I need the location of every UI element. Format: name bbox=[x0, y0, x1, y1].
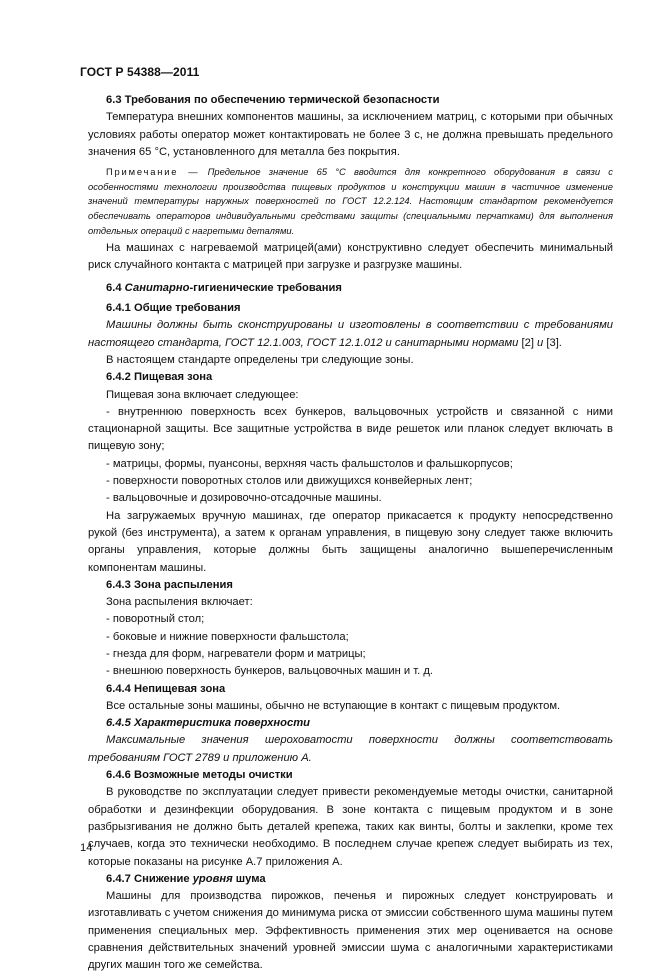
section-6-4-2-title: 6.4.2 Пищевая зона bbox=[106, 371, 213, 384]
section-6-4-1-paragraph-2: В настоящем стандарте определены три следующие зоны. bbox=[106, 353, 414, 366]
list-item: - матрицы, формы, пуансоны, верхняя часть фальшстолов и фальшкорпусов; bbox=[106, 457, 513, 470]
paragraph-part-a: Машины должны быть сконструированы и изготовлены в соответствии с требованиями настоящего стандарта, ГОСТ 12.1.003, ГОСТ 12.1.012 и санитарными нормами bbox=[88, 319, 613, 349]
section-6-3-note bbox=[88, 165, 613, 238]
section-6-4-7-title-a: 6.4.7 Снижение bbox=[106, 872, 193, 885]
section-6-4-7-title-b: шума bbox=[232, 872, 266, 885]
section-6-4-3-title: 6.4.3 Зона распыления bbox=[106, 578, 233, 591]
document-header: ГОСТ Р 54388—2011 bbox=[80, 65, 200, 79]
section-6-4-1-paragraph-1 bbox=[88, 317, 613, 352]
list-item: - внутреннюю поверхность всех бункеров, вальцовочных устройств и связанной с ними стационарной защиты. Все защитные устройства в виде решеток или планок следует включать в пищевую зону; bbox=[88, 405, 613, 453]
section-6-4-number: 6.4 bbox=[106, 281, 125, 294]
list-item: - поверхности поворотных столов или движущихся конвейерных лент; bbox=[106, 475, 473, 488]
section-6-4-7-paragraph: Машины для производства пирожков, печенья и пирожных следует конструировать и изготавливать с учетом снижения до минимума риска от эмиссии собственного шума машины путем применения специальных мер. Эффективность применения этих мер оценивается на основе сравнения действительных значений уровней эмиссии шума с аналогичными характеристиками других машин того же семейства. bbox=[88, 890, 613, 972]
section-6-4-2-intro: Пищевая зона включает следующее: bbox=[106, 388, 299, 401]
paragraph-part-b: [2] bbox=[518, 336, 538, 349]
list-item: - поворотный стол; bbox=[106, 613, 205, 626]
section-6-3-paragraph-2: На машинах с нагреваемой матрицей(ами) конструктивно следует обеспечить минимальный риск случайного контакта с матрицей при загрузке и разгрузке машины. bbox=[88, 242, 613, 272]
page-number: 14 bbox=[80, 842, 93, 854]
section-6-4-title-italic: Санитарно bbox=[124, 281, 190, 294]
section-6-4-7-title-italic: уровня bbox=[192, 872, 233, 885]
section-6-4-2-paragraph: На загружаемых вручную машинах, где оператор прикасается к продукту непосредственно рукой (без инструмента), а затем к органам управления, в пищевую зону следует также включить органы управления, которые должны быть защищены аналогично вышеперечисленным компонентам машины. bbox=[88, 509, 613, 574]
page-content bbox=[88, 92, 613, 975]
section-6-4-4-paragraph: Все остальные зоны машины, обычно не вступающие в контакт с пищевым продуктом. bbox=[106, 699, 561, 712]
list-item: - вальцовочные и дозировочно-отсадочные машины. bbox=[106, 492, 382, 505]
section-6-4-5-title bbox=[88, 715, 613, 732]
section-6-4-5-paragraph: Максимальные значения шероховатости поверхности должны соответствовать требованиям ГОСТ 2789 и приложению А. bbox=[88, 734, 613, 764]
paragraph-part-d: [3]. bbox=[543, 336, 562, 349]
section-6-4-6-title: 6.4.6 Возможные методы очистки bbox=[106, 769, 293, 782]
list-item: - гнезда для форм, нагреватели форм и матрицы; bbox=[106, 647, 366, 660]
note-label: Примечание — bbox=[106, 166, 200, 178]
section-6-4-1-title: 6.4.1 Общие требования bbox=[106, 302, 241, 315]
section-6-4-5-title-text: 6.4.5 Характеристика поверхности bbox=[106, 717, 310, 730]
list-item: - внешнюю поверхность бункеров, вальцовочных машин и т. д. bbox=[106, 665, 434, 678]
section-6-4-4-title: 6.4.4 Непищевая зона bbox=[106, 682, 226, 695]
section-6-4-7-title bbox=[88, 871, 613, 888]
note-text: Предельное значение 65 °С вводится для конкретного оборудования в связи с особенностями технологии производства пищевых продуктов и конструкции машин в частичное изменение значений температуры наружных поверхностей по ГОСТ 12.2.124. Настоящим стандартом рекомендуется обеспечивать операторов индивидуальными средствами защиты (специальными перчатками) для выполнения отдельных операций с нагретыми деталями. bbox=[88, 166, 613, 236]
section-6-4-6-paragraph: В руководстве по эксплуатации следует привести рекомендуемые методы очистки, санитарной обработки и дезинфекции оборудования. В зоне контакта с пищевым продуктом и в зоне разбрызгивания не должно быть деталей крепежа, таких как винты, болты и заклепки, кроме тех случаев, когда это технически необходимо. В последнем случае крепеж следует выбирать из тех, которые показаны на рисунке А.7 приложения А. bbox=[88, 786, 613, 868]
section-6-4-title-rest: -гигиенические требования bbox=[189, 281, 342, 294]
section-6-4-title bbox=[88, 280, 613, 297]
section-6-3-title: 6.3 Требования по обеспечению термической безопасности bbox=[106, 94, 440, 106]
section-6-3-paragraph-1: Температура внешних компонентов машины, за исключением матриц, с которыми при обычных условиях работы оператор может контактировать не более 3 с, не должна превышать предельного значения 65 °С, установленного для металла без покрытия. bbox=[88, 111, 613, 158]
paragraph-part-c: и bbox=[537, 336, 544, 349]
list-item: - боковые и нижние поверхности фальшстола; bbox=[106, 630, 349, 643]
section-6-4-3-intro: Зона распыления включает: bbox=[106, 596, 253, 609]
